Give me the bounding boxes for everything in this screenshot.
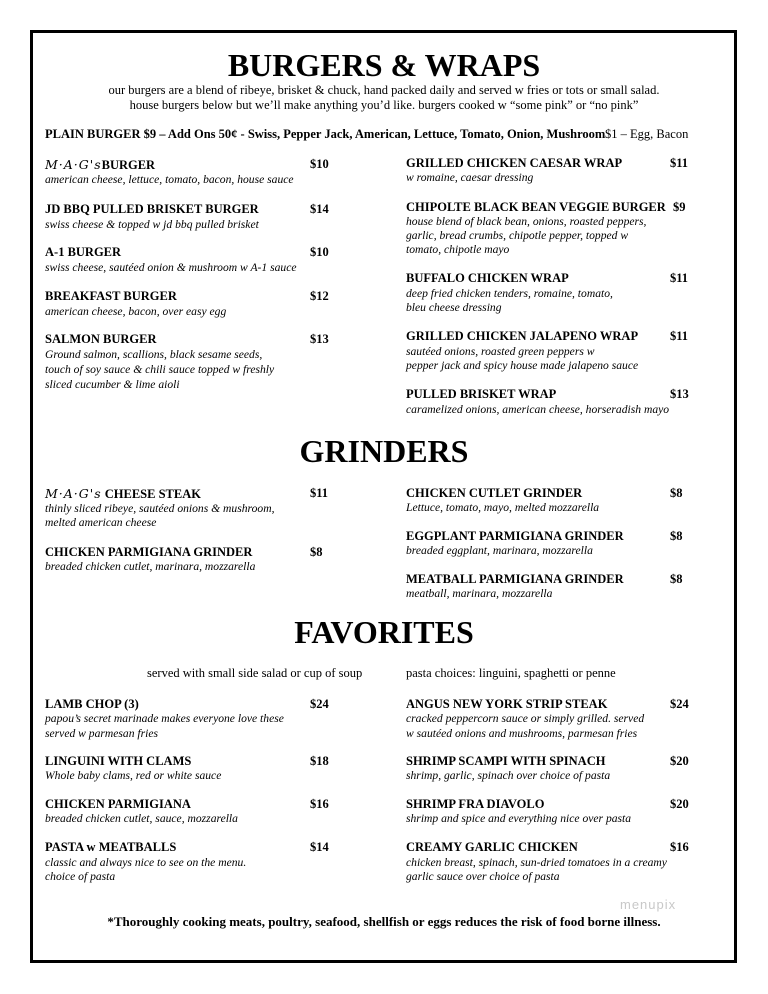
menu-item-name: LAMB CHOP (3) xyxy=(45,697,139,711)
menu-item-name: CHICKEN PARMIGIANA GRINDER xyxy=(45,545,253,559)
menu-item-price: $10 xyxy=(310,157,329,171)
menu-item-desc: bleu cheese dressing xyxy=(406,301,502,314)
menu-item-desc: served w parmesan fries xyxy=(45,727,159,740)
menu-item-price: $16 xyxy=(670,840,689,854)
menu-item-desc: Lettuce, tomato, mayo, melted mozzarella xyxy=(406,501,600,514)
menu-item-desc: deep fried chicken tenders, romaine, tomato, xyxy=(406,287,613,300)
plain-burger-extra: $1 – Egg, Bacon xyxy=(605,127,689,141)
menu-item-name: SHRIMP FRA DIAVOLO xyxy=(406,797,545,811)
menu-item-desc: swiss cheese & topped w jd bbq pulled brisket xyxy=(45,218,259,231)
menu-item-name: SHRIMP SCAMPI WITH SPINACH xyxy=(406,754,606,768)
food-safety-footer: *Thoroughly cooking meats, poultry, seafood, shellfish or eggs reduces the risk of food borne illness. xyxy=(107,914,661,929)
menu-item-desc: papou’s secret marinade makes everyone love these xyxy=(45,712,284,725)
section-title-grinders: GRINDERS xyxy=(299,433,469,469)
menu-item-price: $14 xyxy=(310,840,329,854)
menu-item-name: CHICKEN PARMIGIANA xyxy=(45,797,191,811)
menu-item-desc: american cheese, lettuce, tomato, bacon, house sauce xyxy=(45,173,294,186)
menu-item-price: $9 xyxy=(673,200,686,214)
menu-item-desc: breaded eggplant, marinara, mozzarella xyxy=(406,544,593,557)
menu-item-name: BREAKFAST BURGER xyxy=(45,289,177,303)
menu-item-name: BUFFALO CHICKEN WRAP xyxy=(406,271,569,285)
mags-logo: M·A·G's xyxy=(45,157,102,172)
menu-item-desc: cracked peppercorn sauce or simply grilled. served xyxy=(406,712,645,725)
menu-item-price: $8 xyxy=(670,529,683,543)
menu-item-desc: Whole baby clams, red or white sauce xyxy=(45,769,222,782)
menu-item-desc: meatball, marinara, mozzarella xyxy=(406,587,553,600)
menu-item-desc: swiss cheese, sautéed onion & mushroom w A-1 sauce xyxy=(45,261,297,274)
menu-item-price: $20 xyxy=(670,754,689,768)
menu-item-price: $11 xyxy=(670,329,689,343)
menu-item-price: $16 xyxy=(310,797,329,811)
menu-item-name: CHICKEN CUTLET GRINDER xyxy=(406,486,583,500)
menu-item-desc: american cheese, bacon, over easy egg xyxy=(45,305,227,318)
menu-item-desc: house blend of black bean, onions, roasted peppers, xyxy=(406,215,647,228)
menu-item-price: $8 xyxy=(310,545,323,559)
section-title-burgers: BURGERS & WRAPS xyxy=(227,47,541,83)
menu-item-desc: touch of soy sauce & chili sauce topped w freshly xyxy=(45,363,275,376)
favorites-note-right: pasta choices: linguini, spaghetti or penne xyxy=(406,666,616,680)
menu-item-name: GRILLED CHICKEN CAESAR WRAP xyxy=(406,156,623,170)
menu-item-desc: w sautéed onions and mushrooms, parmesan fries xyxy=(406,727,638,740)
burgers-intro-line2: house burgers below but we’ll make anything you’d like. burgers cooked w “some pink” or “no pink” xyxy=(129,98,639,112)
menu-item-name: LINGUINI WITH CLAMS xyxy=(45,754,192,768)
menu-item-desc: breaded chicken cutlet, marinara, mozzarella xyxy=(45,560,256,573)
watermark: menupix xyxy=(620,897,677,912)
plain-burger-line: PLAIN BURGER $9 – Add Ons 50¢ - Swiss, Pepper Jack, American, Lettuce, Tomato, Onion, Mushroom xyxy=(45,127,606,141)
menu-item-name: A-1 BURGER xyxy=(45,245,122,259)
menu-item-name: JD BBQ PULLED BRISKET BURGER xyxy=(45,202,259,216)
menu-item-price: $13 xyxy=(310,332,329,346)
section-title-favorites: FAVORITES xyxy=(294,614,474,650)
menu-item-name: SALMON BURGER xyxy=(45,332,157,346)
menu-item-name: PASTA w MEATBALLS xyxy=(45,840,177,854)
menu-item-price: $14 xyxy=(310,202,329,216)
menu-item-price: $11 xyxy=(670,271,689,285)
menu-item-desc: pepper jack and spicy house made jalapeno sauce xyxy=(406,359,639,372)
menu-item-price: $8 xyxy=(670,486,683,500)
menu-item-desc: shrimp and spice and everything nice over pasta xyxy=(406,812,632,825)
menu-item-price: $13 xyxy=(670,387,689,401)
menu-item-desc: breaded chicken cutlet, sauce, mozzarella xyxy=(45,812,238,825)
menu-item-desc: chicken breast, spinach, sun-dried tomatoes in a creamy xyxy=(406,856,667,869)
menu-item-name: MEATBALL PARMIGIANA GRINDER xyxy=(406,572,624,586)
menu-item-price: $20 xyxy=(670,797,689,811)
favorites-note-left: served with small side salad or cup of soup xyxy=(147,666,363,680)
menu-item-desc: garlic, bread crumbs, chipotle pepper, topped w xyxy=(406,229,629,242)
menu-item-name: ANGUS NEW YORK STRIP STEAK xyxy=(406,697,608,711)
menu-item-desc: tomato, chipotle mayo xyxy=(406,243,510,256)
menu-item-desc: choice of pasta xyxy=(45,870,116,883)
mags-logo: M·A·G's xyxy=(45,486,102,501)
menu-item-name: EGGPLANT PARMIGIANA GRINDER xyxy=(406,529,624,543)
menu-item-desc: garlic sauce over choice of pasta xyxy=(406,870,560,883)
menu-item-name: CREAMY GARLIC CHICKEN xyxy=(406,840,578,854)
menu-item-desc: thinly sliced ribeye, sautéed onions & mushroom, xyxy=(45,502,275,515)
menu-item-price: $11 xyxy=(310,486,329,500)
menu-item-desc: w romaine, caesar dressing xyxy=(406,171,534,184)
menu-item-price: $10 xyxy=(310,245,329,259)
menu-item-desc: melted american cheese xyxy=(45,516,157,529)
menu-item-price: $8 xyxy=(670,572,683,586)
menu-item-desc: caramelized onions, american cheese, horseradish mayo xyxy=(406,403,670,416)
menu-item-name: PULLED BRISKET WRAP xyxy=(406,387,557,401)
menu-item-price: $18 xyxy=(310,754,329,768)
menu-item-price: $24 xyxy=(670,697,689,711)
menu-item-desc: sliced cucumber & lime aioli xyxy=(45,378,180,391)
menu-item-price: $12 xyxy=(310,289,329,303)
menu-item-price: $11 xyxy=(670,156,689,170)
menu-item-name: M·A·G's CHEESE STEAK xyxy=(45,486,201,501)
menu-item-name: M·A·G'sBURGER xyxy=(45,157,156,172)
burgers-intro-line1: our burgers are a blend of ribeye, brisket & chuck, hand packed daily and served w fries or tots or small salad. xyxy=(108,83,660,97)
menu-item-desc: sautéed onions, roasted green peppers w xyxy=(406,345,595,358)
menu-item-desc: shrimp, garlic, spinach over choice of pasta xyxy=(406,769,611,782)
menu-item-name: GRILLED CHICKEN JALAPENO WRAP xyxy=(406,329,639,343)
menu-item-price: $24 xyxy=(310,697,329,711)
menu-item-desc: classic and always nice to see on the menu. xyxy=(45,856,247,869)
menu-item-name: CHIPOLTE BLACK BEAN VEGGIE BURGER xyxy=(406,200,666,214)
menu-item-desc: Ground salmon, scallions, black sesame seeds, xyxy=(45,348,263,361)
